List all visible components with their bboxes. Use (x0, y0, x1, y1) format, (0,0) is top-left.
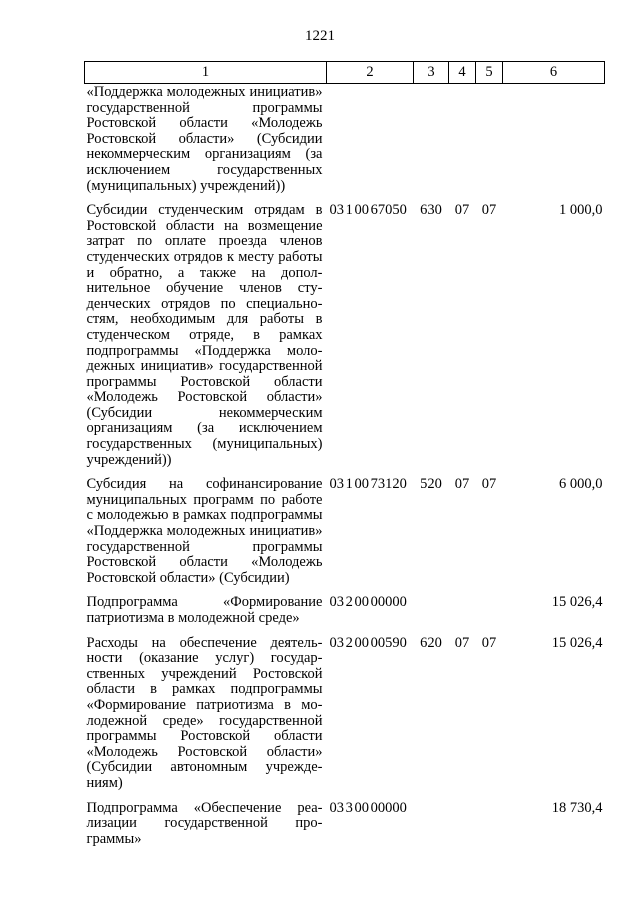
row-col3: 520 (420, 476, 442, 493)
budget-table (84, 61, 605, 847)
row-amount: 15 026,4 (551, 594, 603, 611)
row-code: 03 2 00 00000 (329, 594, 407, 611)
row-col5 (476, 801, 503, 848)
row-name: Субсидия на софинансирование муниципальных программ по работе с молодежью в рамках подпрограммы «Поддержка молодежных инициатив» государственной программы Ростовской области «Молодежь Ростовской области» (Субсидии) (86, 476, 323, 586)
table-row (85, 801, 605, 848)
row-col3: 620 (420, 634, 442, 651)
row-col4: 07 (454, 202, 470, 219)
column-header-4: 4 (449, 62, 476, 84)
column-header-2: 2 (327, 62, 414, 84)
column-header-1: 1 (85, 62, 327, 84)
row-name: «Поддержка молодежных инициатив» государственной программы Ростовской области «Молодежь Ростовской области» (Субсидии некоммерческим организациям (за исключением государственных (муниципальных) учреждений)) (86, 84, 323, 194)
row-col5: 07 (481, 634, 497, 651)
table-row (85, 203, 605, 477)
row-code: 03 1 00 67050 (329, 202, 407, 219)
row-col4: 07 (454, 634, 470, 651)
row-amount (503, 84, 605, 204)
page-number: 1221 (305, 28, 335, 44)
row-col5 (476, 84, 503, 204)
table-row (85, 636, 605, 801)
row-col5: 07 (481, 202, 497, 219)
row-col4 (449, 595, 476, 635)
row-name: Расходы на обеспечение деятельности (оказание услуг) государственных учреждений Ростовской области в рамках подпрограммы «Формирование патриотизма в молодежной среде» государственной программы Ростовской области «Молодежь Ростовской области» (Субсидии автономным учреждениям) (86, 634, 323, 791)
row-col4: 07 (454, 476, 470, 493)
table-row (85, 477, 605, 595)
row-col3 (414, 801, 449, 848)
row-amount: 1 000,0 (559, 202, 603, 219)
row-amount: 6 000,0 (559, 476, 603, 493)
column-header-6: 6 (503, 62, 605, 84)
table-header-row (85, 62, 605, 84)
row-col3 (414, 84, 449, 204)
column-header-3: 3 (414, 62, 449, 84)
row-col3: 630 (420, 202, 442, 219)
row-col4 (449, 801, 476, 848)
table-row (85, 84, 605, 204)
row-code: 03 2 00 00590 (329, 634, 407, 651)
row-col5: 07 (481, 476, 497, 493)
row-code: 03 1 00 73120 (329, 476, 407, 493)
row-col3 (414, 595, 449, 635)
row-col4 (449, 84, 476, 204)
row-name: Субсидии студенческим отрядам в Ростовской области на возмещение затрат по оплате проезда членов студенческих отрядов к месту работы и обратно, а также на дополнительное обучение членов студенческих отрядов по специальностям, необходимым для работы в студенческом отряде, в рамках подпрограммы «Поддержка молодежных инициатив» государственной программы Ростовской области «Молодежь Ростовской области» (Субсидии некоммерческим организациям (за исключением государственных (муниципальных) учреждений)) (86, 202, 323, 468)
row-amount: 15 026,4 (551, 634, 603, 651)
row-amount: 18 730,4 (551, 799, 603, 816)
row-col5 (476, 595, 503, 635)
row-name: Подпрограмма «Формирование патриотизма в молодежной среде» (86, 594, 323, 626)
row-code: 03 3 00 00000 (329, 799, 407, 816)
column-header-5: 5 (476, 62, 503, 84)
row-name: Подпрограмма «Обеспечение реализации государственной программы» (86, 799, 323, 847)
row-code (327, 84, 414, 204)
table-row (85, 595, 605, 635)
